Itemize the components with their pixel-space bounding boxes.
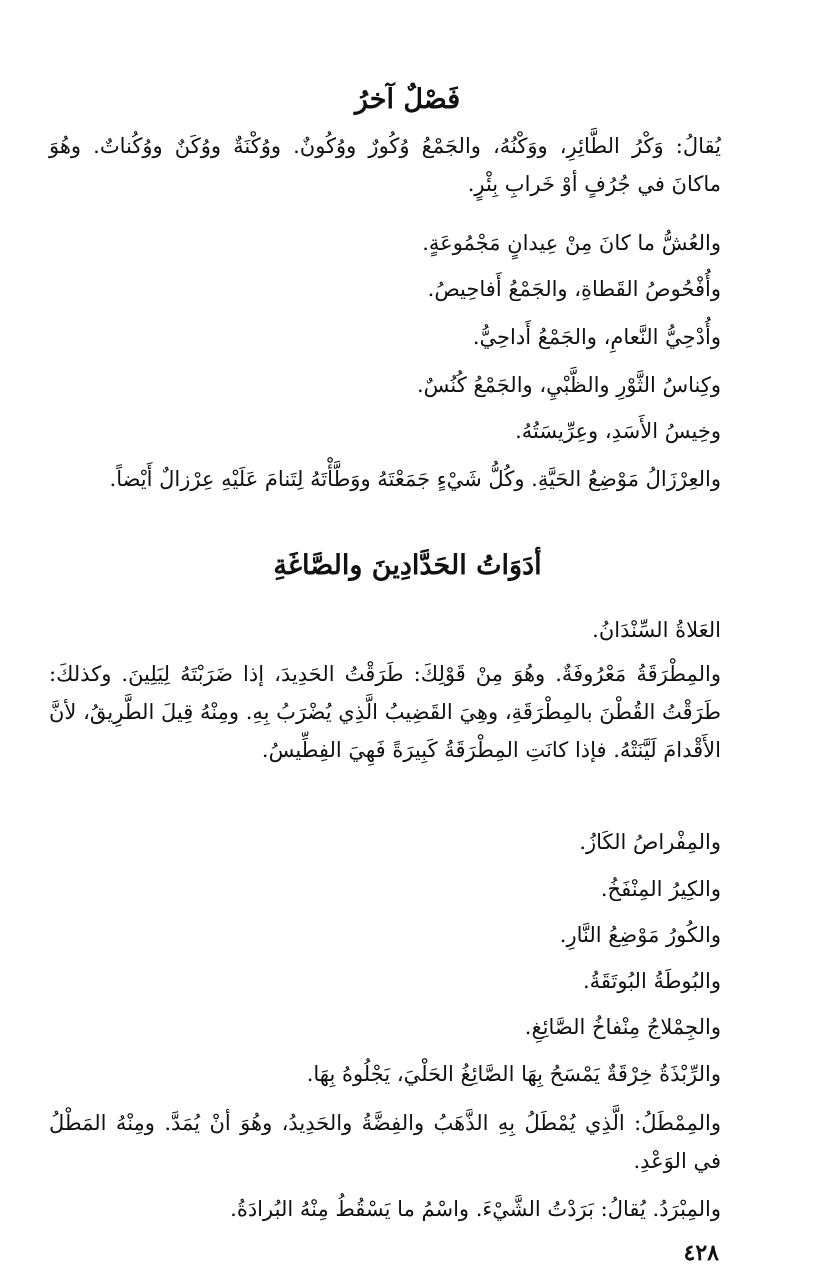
section-title: أدَوَاتُ الحَدَّادِينَ والصَّاغَةِ bbox=[273, 550, 542, 581]
paragraph-alat: العَلاةُ السِّنْدَانُ. bbox=[592, 618, 721, 642]
paragraph-buta: والبُوطَةُ البُوتَقَةُ. bbox=[582, 969, 721, 993]
paragraph-kur: والكُورُ مَوْضِعُ النَّارِ. bbox=[559, 923, 721, 947]
paragraph-kinas: وكِناسُ الثَّوْرِ والظَّبْيِ، والجَمْعُ كُنُسٌ. bbox=[416, 373, 721, 397]
paragraph-ribdha: والرِّبْذَةُ خِرْقَةٌ يَمْسَحُ بِهَا الصَّائِغُ الحَلْيَ، يَجْلُوهُ بِهَا. bbox=[306, 1062, 721, 1086]
paragraph-mibrad: والمِبْرَدُ. يُقالُ: بَرَدْتُ الشَّيْءَ. واسْمُ ما يَسْقُطُ مِنْهُ البُرادَةُ. bbox=[230, 1197, 721, 1221]
paragraph-ush: والعُشُّ ما كانَ مِنْ عِيدانٍ مَجْمُوعَةٍ. bbox=[422, 231, 721, 255]
paragraph-mitraqa: والمِطْرَقَةُ مَعْرُوفَةٌ. وهُوَ مِنْ قَوْلِكَ: طَرَقْتُ الحَدِيدَ، إذا ضَرَبْتَهُ لِيَلِينَ. وكذلكَ: طَرَقْتُ القُطْنَ بالمِطْرَقَةِ، وهِيَ القَضِيبُ الَّذِي يُضْرَبُ بِهِ. ومِنْهُ قِيلَ الطَّرِيقُ، لأنَّ الأَقْدامَ لَيَّنَتْهُ. فإذا كانَتِ المِطْرَقَةُ كَبِيرَةً فَهِيَ الفِطِّيسُ. bbox=[49, 662, 721, 762]
paragraph-wakr: يُقالُ: وَكْرُ الطَّائِرِ، ووَكْنُهُ، والجَمْعُ وُكُورٌ ووُكُونٌ. ووُكْنَةٌ ووُكَنٌ ووُكُناتٌ. وهُوَ ماكانَ في جُرُفٍ أوْ خَرابِ بِئْرٍ. bbox=[49, 134, 721, 196]
paragraph-kir: والكِيرُ المِنْفَخُ. bbox=[600, 877, 721, 901]
page-number: ٤٢٨ bbox=[683, 1240, 719, 1266]
paragraph-udhiyy: وأُدْحِيُّ النَّعامِ، والجَمْعُ أَداحِيُّ. bbox=[472, 325, 721, 349]
section-title: فَصْلٌ آخرُ bbox=[354, 84, 461, 115]
paragraph-ufhus: وأُفْحُوصُ القَطاةِ، والجَمْعُ أَفاحِيصُ. bbox=[427, 277, 721, 301]
paragraph-irzal: والعِرْزَالُ مَوْضِعُ الحَيَّةِ. وكُلُّ شَيْءٍ جَمَعْتَهُ ووَطَّأْتَهُ لِتَنامَ عَلَيْهِ عِرْزالٌ أَيْضاً. bbox=[109, 467, 721, 491]
paragraph-mifras: والمِفْراصُ الكَازُ. bbox=[579, 830, 721, 854]
paragraph-mimtal: والمِمْطَلُ: الَّذِي يُمْطَلُ بِهِ الذَّهَبُ والفِضَّةُ والحَدِيدُ، وهُوَ أنْ يُمَدَّ. ومِنْهُ المَطْلُ في الوَعْدِ. bbox=[49, 1111, 721, 1173]
paragraph-khis: وخِيسُ الأَسَدِ، وعِرِّيسَتُهُ. bbox=[515, 419, 721, 443]
paragraph-jimlaj: والجِمْلاجُ مِنْفاخُ الصَّائِغِ. bbox=[524, 1015, 721, 1039]
